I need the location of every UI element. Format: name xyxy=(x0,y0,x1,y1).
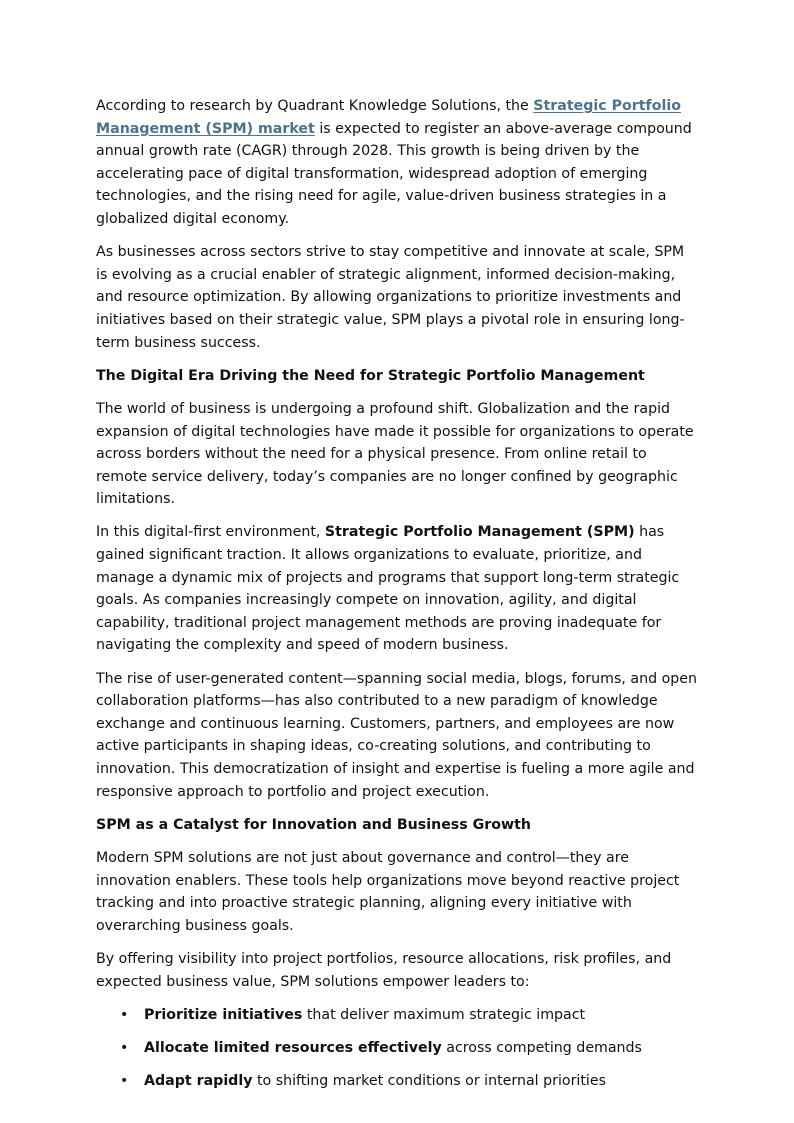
benefits-bullet-list xyxy=(96,1004,698,1093)
list-item xyxy=(120,1037,698,1060)
list-item-bold: Prioritize initiatives xyxy=(144,1006,303,1023)
list-item-text: to shifting market conditions or internal priorities xyxy=(252,1073,606,1090)
bullet-marker: • xyxy=(120,1006,129,1023)
spm-market-link[interactable]: Strategic Portfolio Management (SPM) market xyxy=(96,98,681,137)
list-item-text: that deliver maximum strategic impact xyxy=(302,1006,586,1023)
list-item-bold: Allocate limited resources effectively xyxy=(144,1039,442,1056)
spm-bold-term: Strategic Portfolio Management (SPM) xyxy=(324,524,635,541)
bullet-marker: • xyxy=(120,1039,129,1056)
catalyst-paragraph-1: Modern SPM solutions are not just about governance and control—they are innovation enablers. These tools help organizations move beyond reactive project tracking and into proactive strategic planning, aligning every initiative with overarching business goals. xyxy=(96,849,680,934)
list-item-bold: Adapt rapidly xyxy=(144,1073,253,1090)
list-item xyxy=(120,1070,698,1093)
digital-era-paragraph-2-text-end: has gained significant traction. It allows organizations to evaluate, prioritize, and manage a dynamic mix of projects and programs that support long-term strategic goals. As companies increasingly compete on innovation, agility, and digital capability, traditional project management methods are proving inadequate for navigating the complexity and speed of modern business. xyxy=(96,524,680,654)
section-heading-digital-era: The Digital Era Driving the Need for Strategic Portfolio Management xyxy=(96,367,645,384)
intro-paragraph-1-text-start: According to research by Quadrant Knowledge Solutions, the xyxy=(96,98,534,114)
bullet-marker: • xyxy=(120,1073,129,1090)
section-heading-catalyst: SPM as a Catalyst for Innovation and Business Growth xyxy=(96,816,532,833)
digital-era-paragraph-2 xyxy=(96,521,698,657)
list-item-text: across competing demands xyxy=(441,1039,642,1056)
digital-era-paragraph-3: The rise of user-generated content—spanning social media, blogs, forums, and open collaboration platforms—has also contributed to a new paradigm of knowledge exchange and continuous learning. Customers, partners, and employees are now active participants in shaping ideas, co-creating solutions, and contributing to innovation. This democratization of insight and expertise is fueling a more agile and responsive approach to portfolio and project execution. xyxy=(96,670,698,800)
intro-paragraph-1-text-end: is expected to register an above-average compound annual growth rate (CAGR) through 2028. This growth is being driven by the accelerating pace of digital transformation, widespread adoption of emerging technologies, and the rising need for agile, value-driven business strategies in a globalized digital economy. xyxy=(96,120,692,227)
digital-era-paragraph-1: The world of business is undergoing a profound shift. Globalization and the rapid expansion of digital technologies have made it possible for organizations to operate across borders without the need for a physical presence. From online retail to remote service delivery, today’s companies are no longer confined by geographic limitations. xyxy=(96,400,694,508)
list-item xyxy=(120,1004,698,1027)
intro-paragraph-1 xyxy=(96,95,698,231)
intro-paragraph-2: As businesses across sectors strive to stay competitive and innovate at scale, SPM is evolving as a crucial enabler of strategic alignment, informed decision-making, and resource optimization. By allowing organizations to prioritize investments and initiatives based on their strategic value, SPM plays a pivotal role in ensuring long-term business success. xyxy=(96,244,685,351)
catalyst-paragraph-2: By offering visibility into project portfolios, resource allocations, risk profiles, and expected business value, SPM solutions empower leaders to: xyxy=(96,950,672,990)
digital-era-paragraph-2-text-start: In this digital-first environment, xyxy=(96,524,325,541)
